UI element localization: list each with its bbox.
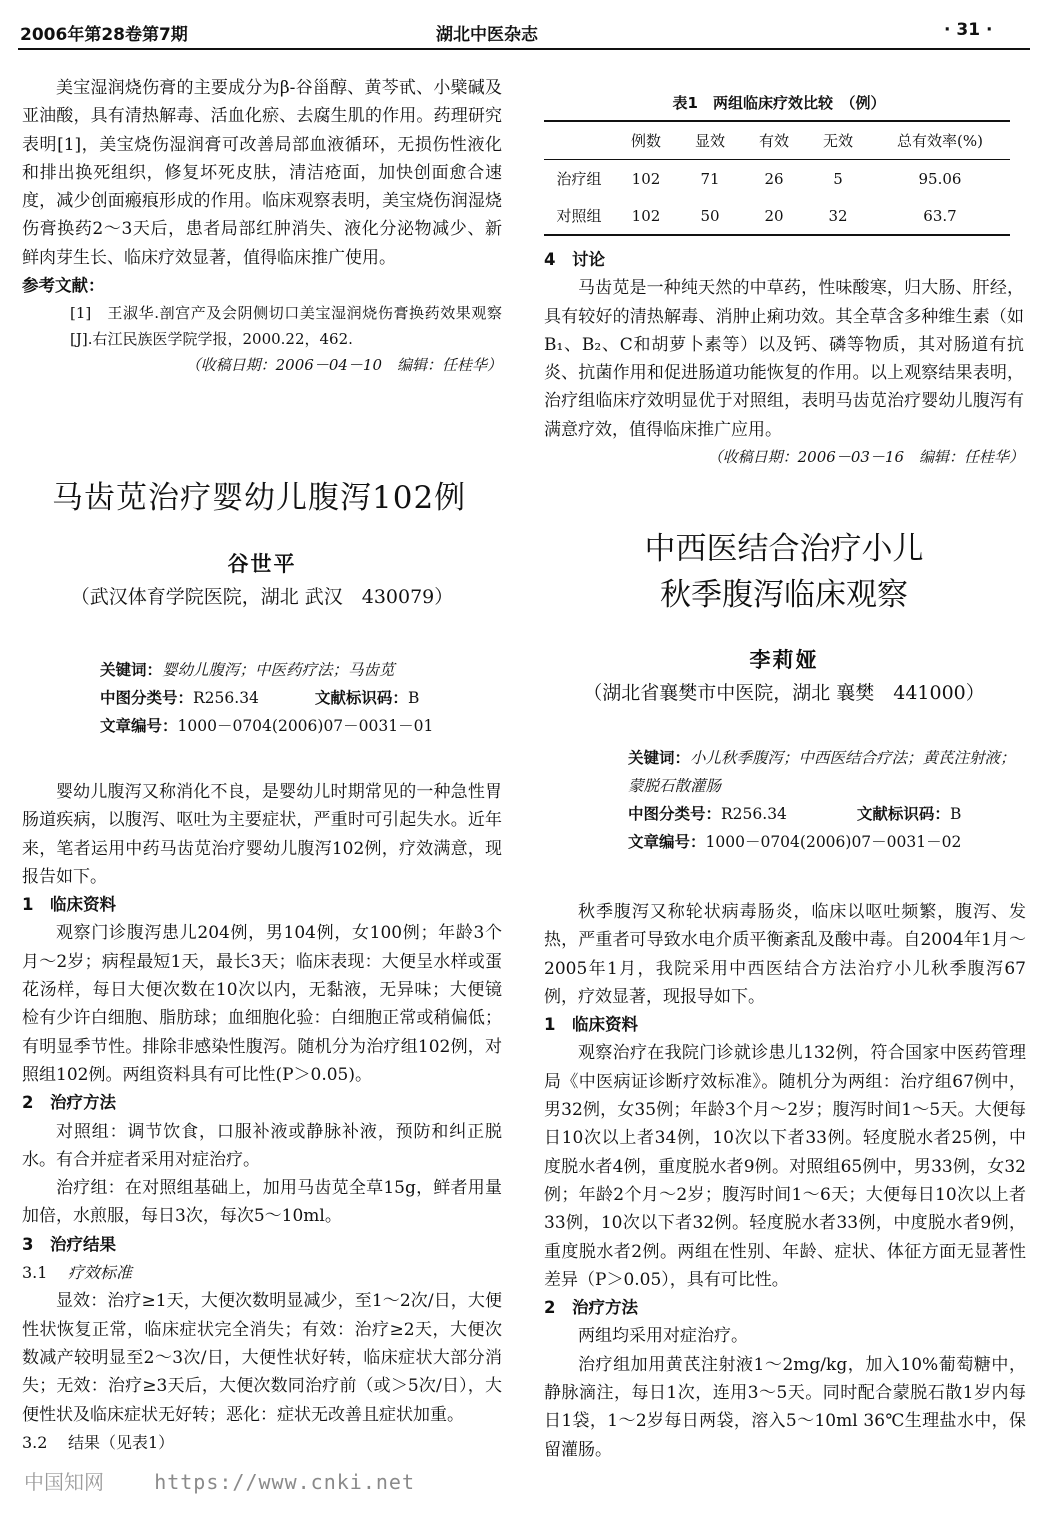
article1-article-no: 文章编号：1000－0704(2006)07－0031－01	[100, 717, 434, 735]
article1-section-2-p1: 对照组：调节饮食，口服补液或静脉补液，预防和纠正脱水。有合并症者采用对症治疗。	[22, 1121, 502, 1170]
article1-meta	[100, 656, 500, 740]
article2-intro: 秋季腹泻又称轮状病毒肠炎，临床以呕吐频繁，腹泻、发热，严重者可导致水电介质平衡紊乱及酸中毒。自2004年1月～2005年1月，我院采用中西医结合方法治疗小儿秋季腹泻67例，疗效显著，现报导如下。	[544, 902, 1026, 1007]
article2-body	[544, 898, 1026, 1464]
prev-article-paragraph: 美宝湿润烧伤膏的主要成分为β-谷甾醇、黄芩甙、小檗碱及亚油酸，具有清热解毒、活血化瘀、去腐生肌的作用。药理研究表明[1]，美宝烧伤湿润膏可改善局部血液循环，无损伤性液化和排出换死组织，修复坏死皮肤，清洁疮面，加快创面愈合速度，减少创面瘢痕形成的作用。临床观察表明，美宝烧伤润湿烧伤膏换药2～3天后，患者局部红肿消失、液化分泌物减少、新鲜肉芽生长、临床疗效显著，值得临床推广使用。	[22, 78, 502, 268]
article1-section-1: 1 临床资料	[22, 895, 116, 915]
article2-section-1-text: 观察治疗在我院门诊就诊患儿132例，符合国家中医药管理局《中医病证诊断疗效标准》。随机分为两组：治疗组67例中，男32例，女35例；年龄3个月～2岁；腹泻时间1～5天。大便每日10次以上者34例，10次以下者33例。轻度脱水者25例，中度脱水者4例，重度脱水者9例。对照组65例中，男33例，女32例；年龄2个月～2岁；腹泻时间1～6天；大便每日10次以上者33例，10次以下者32例。轻度脱水者33例，中度脱水者9例，重度脱水者2例。两组在性别、年龄、症状、体征方面无显著性差异（P＞0.05），具有可比性。	[544, 1043, 1026, 1290]
article1-section-3: 3 治疗结果	[22, 1234, 116, 1254]
table-cell: 治疗组	[556, 170, 602, 188]
article2-section-2-p1: 两组均采用对症治疗。	[578, 1326, 748, 1347]
table1-header-cell: 显效	[678, 121, 742, 160]
table-cell: 26	[764, 169, 784, 188]
article2-section-1: 1 临床资料	[544, 1015, 638, 1035]
article2-section-2: 2 治疗方法	[544, 1298, 638, 1318]
watermark-cn: 中国知网	[24, 1470, 104, 1494]
article1-author: 谷世平	[227, 551, 297, 576]
article1-section-2: 2 治疗方法	[22, 1093, 116, 1113]
received-date-1: （收稿日期：2006－04－10 编辑：任桂华）	[185, 356, 502, 375]
table1-header-cell: 总有效率(%)	[870, 121, 1010, 160]
article1-body	[22, 778, 502, 1457]
left-top-block	[22, 74, 502, 378]
reference-1: [1] 王淑华.剖宫产及会阴侧切口美宝湿润烧伤膏换药效果观察[J].右江民族医学院学报，2000.22，462.	[70, 304, 502, 349]
article1-section-2-p2: 治疗组：在对照组基础上，加用马齿苋全草15g，鲜者用量加倍，水煎服，每日3次，每次5～10ml。	[22, 1178, 502, 1227]
article2-article-no: 文章编号：1000－0704(2006)07－0031－02	[628, 833, 962, 851]
article2-keywords: 关键词：小儿秋季腹泻；中西医结合疗法；黄芪注射液；蒙脱石散灌肠	[628, 749, 1016, 795]
table-row	[544, 197, 1010, 235]
table-cell: 对照组	[544, 197, 614, 235]
discussion-heading: 4 讨论	[544, 250, 605, 269]
table-cell: 50	[678, 197, 742, 235]
received-date-2: （收稿日期：2006－03－16 编辑：任桂华）	[707, 448, 1024, 467]
table-cell: 5	[833, 169, 843, 188]
table-cell: 71	[700, 169, 720, 188]
table1-header-cell: 有效	[742, 121, 806, 160]
header-rule	[18, 48, 1030, 50]
table1-header-cell: 无效	[806, 121, 870, 160]
article1-section-3-1: 3.1 疗效标准	[22, 1263, 133, 1283]
table-row	[544, 160, 1010, 198]
article1-title: 马齿苋治疗婴幼儿腹泻102例	[52, 480, 467, 516]
discussion-text: 马齿苋是一种纯天然的中草药，性味酸寒，归大肠、肝经，具有较好的清热解毒、消肿止痢功效。其全草含多种维生素（如B₁、B₂、C和胡萝卜素等）以及钙、磷等物质，其对肠道有抗炎、抗菌作用和促进肠道功能恢复的作用。以上观察结果表明，治疗组临床疗效明显优于对照组，表明马齿苋治疗婴幼儿腹泻有满意疗效，值得临床推广应用。	[544, 278, 1024, 440]
watermark	[24, 1466, 415, 1495]
references-heading: 参考文献：	[22, 276, 105, 296]
table1-header-cell	[544, 121, 614, 160]
discussion-block	[544, 246, 1024, 470]
table-cell: 102	[631, 169, 661, 188]
table-cell: 102	[614, 197, 678, 235]
journal-name: 湖北中医杂志	[436, 25, 538, 45]
table1	[544, 120, 1010, 236]
article2-clc: 中图分类号：R256.34 文献标识码：B	[628, 805, 962, 823]
article2-section-2-p2: 治疗组加用黄芪注射液1～2mg/kg，加入10%葡萄糖中，静脉滴注，每日1次，连用3～5天。同时配合蒙脱石散1岁内每日1袋，1～2岁每日两袋，溶入5～10ml 36℃生理盐水中，保留灌肠。	[544, 1354, 1026, 1460]
article2-author: 李莉娅	[749, 647, 819, 672]
article2-meta	[596, 744, 1026, 856]
article1-keywords: 关键词：婴幼儿腹泻；中医药疗法；马齿苋	[100, 661, 395, 679]
table1-header-cell: 例数	[614, 121, 678, 160]
journal-issue: 2006年第28卷第7期	[20, 25, 188, 45]
article1-section-3-1-text: 显效：治疗≥1天，大便次数明显减少，至1～2次/日，大便性状恢复正常，临床症状完全消失；有效：治疗≥2天，大便次数减产较明显至2～3次/日，大便性状好转，临床症状大部分消失；无效：治疗≥3天后，大便次数同治疗前（或＞5次/日），大便性状及临床症状无好转；恶化：症状无改善且症状加重。	[22, 1291, 502, 1425]
article1-intro: 婴幼儿腹泻又称消化不良，是婴幼儿时期常见的一种急性胃肠道疾病，以腹泻、呕吐为主要症状，严重时可引起失水。近年来，笔者运用中药马齿苋治疗婴幼儿腹泻102例，疗效满意，现报告如下。	[22, 782, 502, 887]
article1-affiliation: （武汉体育学院医院，湖北 武汉 430079）	[70, 586, 454, 608]
article1-clc: 中图分类号：R256.34 文献标识码：B	[100, 689, 420, 707]
table1-caption: 表1 两组临床疗效比较 （例）	[672, 94, 886, 112]
article1-section-3-2: 3.2 结果（见表1）	[22, 1432, 175, 1452]
watermark-url: https://www.cnki.net	[154, 1470, 416, 1494]
article2-affiliation: （湖北省襄樊市中医院，湖北 襄樊 441000）	[583, 682, 985, 704]
article1-section-1-text: 观察门诊腹泻患儿204例，男104例，女100例；年龄3个月～2岁；病程最短1天，最长3天；临床表现：大便呈水样或蛋花汤样，每日大便次数在10次以内，无黏液，无异味；大便镜检有少许白细胞、脂肪球；血细胞化验：白细胞正常或稍偏低；有明显季节性。排除非感染性腹泻。随机分为治疗组102例，对照组102例。两组资料具有可比性(P＞0.05)。	[22, 923, 502, 1085]
table-cell: 63.7	[870, 197, 1010, 235]
table-cell: 32	[806, 197, 870, 235]
page-number: · 31 ·	[944, 20, 993, 40]
table-cell: 95.06	[918, 169, 962, 188]
table1-header-row	[544, 121, 1010, 160]
article2-title: 中西医结合治疗小儿 秋季腹泻临床观察	[644, 531, 924, 613]
table-cell: 20	[742, 197, 806, 235]
